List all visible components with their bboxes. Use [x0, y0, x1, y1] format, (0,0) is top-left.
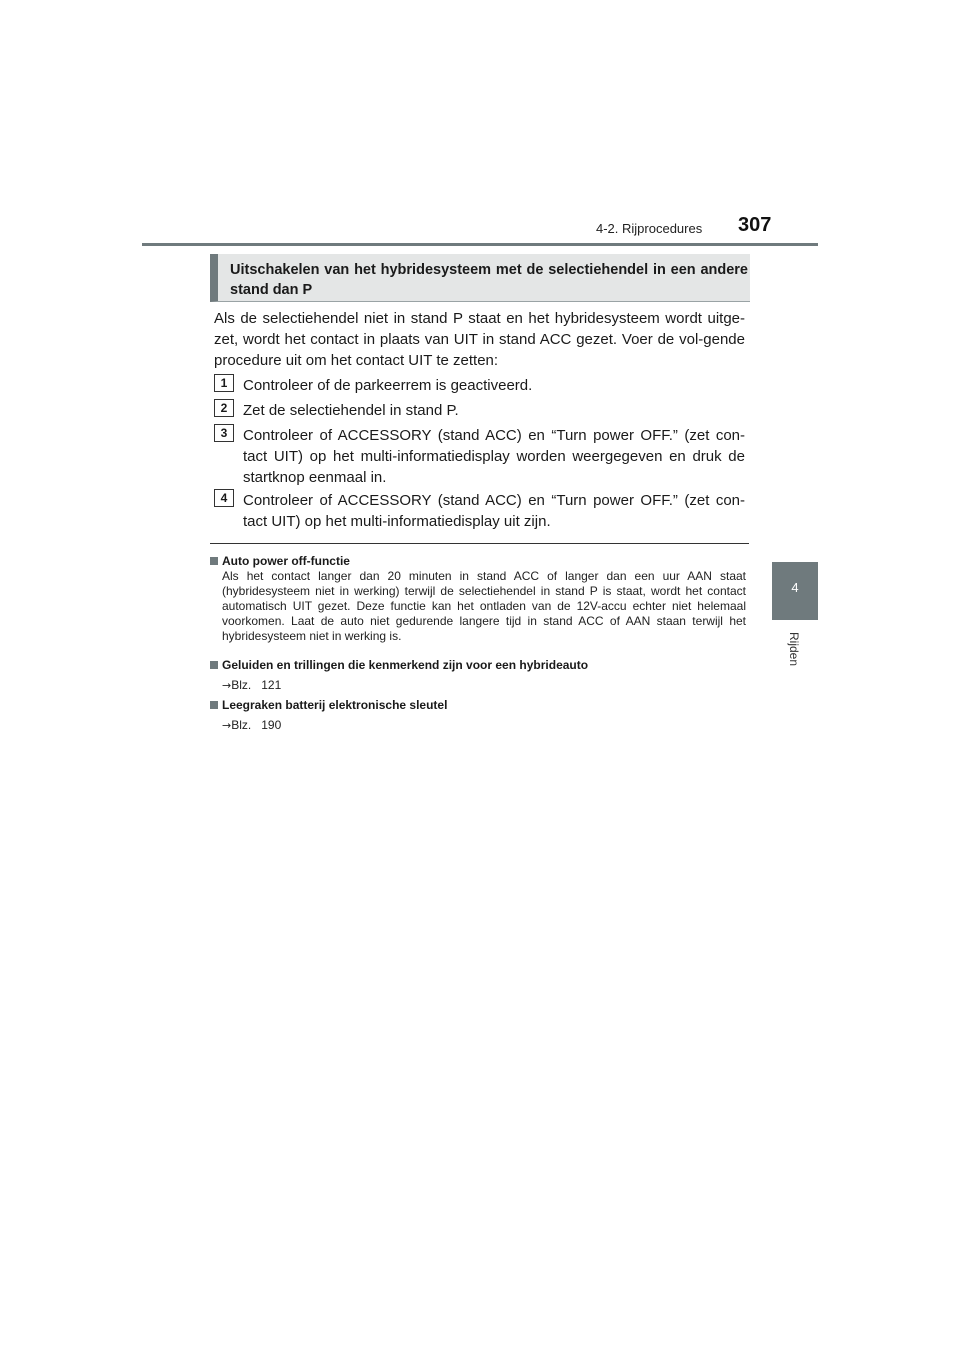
section-divider [210, 543, 749, 544]
section-heading: Uitschakelen van het hybridesysteem met de selectiehendel in een andere stand dan P [230, 262, 748, 298]
chapter-label: Rijden [787, 632, 801, 667]
note-title-text: Leegraken batterij elektronische sleutel [222, 698, 448, 712]
note-title [210, 553, 746, 569]
header-rule [142, 243, 818, 246]
square-bullet-icon [210, 701, 218, 709]
note-title-text: Geluiden en trillingen die kenmerkend zijn voor een hybrideauto [222, 658, 589, 672]
square-bullet-icon [210, 557, 218, 565]
note-auto-power-off [210, 553, 746, 644]
step-text: Controleer of ACCESSORY (stand ACC) en “Turn power OFF.” (zet con-tact UIT) op het multi-informatiedisplay uit zijn. [243, 492, 745, 530]
page-number: 307 [738, 214, 772, 236]
chapter-tab [772, 562, 818, 620]
step-text: Controleer of de parkeerrem is geactiveerd. [243, 377, 533, 394]
step-number-badge: 3 [214, 424, 234, 442]
section-title: 4-2. Rijprocedures [596, 221, 703, 236]
note-title [210, 657, 746, 673]
step-number-badge: 1 [214, 374, 234, 392]
step-text: Controleer of ACCESSORY (stand ACC) en “Turn power OFF.” (zet con-tact UIT) op het multi-informatiedisplay worden weergegeven en druk de startknop eenmaal in. [243, 427, 745, 486]
step-number-badge: 2 [214, 399, 234, 417]
note-key-battery [210, 697, 746, 734]
arrow-right-icon: → [222, 679, 232, 692]
reference-page: 190 [261, 718, 282, 732]
section-heading-box [210, 254, 750, 302]
intro-paragraph: Als de selectiehendel niet in stand P staat en het hybridesysteem wordt uitge-zet, wordt het contact in plaats van UIT in stand ACC gezet. Voer de vol-gende procedure uit om het contact UIT te zetten: [214, 310, 745, 369]
note-title [210, 697, 746, 713]
step-text: Zet de selectiehendel in stand P. [243, 402, 459, 419]
note-sounds-vibrations [210, 657, 746, 694]
page-reference[interactable] [222, 717, 746, 734]
note-body: Als het contact langer dan 20 minuten in stand ACC of langer dan een uur AAN staat (hybridesysteem niet in werking) terwijl de selectiehendel in stand P is staat, wordt het contact automatisch UIT gezet. Deze functie kan het ontladen van de 12V-accu echter niet helemaal voorkomen. Laat de auto niet gedurende langere tijd in stand ACC of AAN staan terwijl het hybridesysteem niet in werking is. [222, 569, 746, 643]
chapter-number: 4 [791, 580, 799, 595]
reference-prefix: Blz. [231, 678, 252, 692]
note-title-text: Auto power off-functie [222, 554, 350, 568]
arrow-right-icon: → [222, 719, 232, 732]
reference-prefix: Blz. [231, 718, 252, 732]
page-reference[interactable] [222, 677, 746, 694]
reference-page: 121 [261, 678, 282, 692]
step-number-badge: 4 [214, 489, 234, 507]
square-bullet-icon [210, 661, 218, 669]
